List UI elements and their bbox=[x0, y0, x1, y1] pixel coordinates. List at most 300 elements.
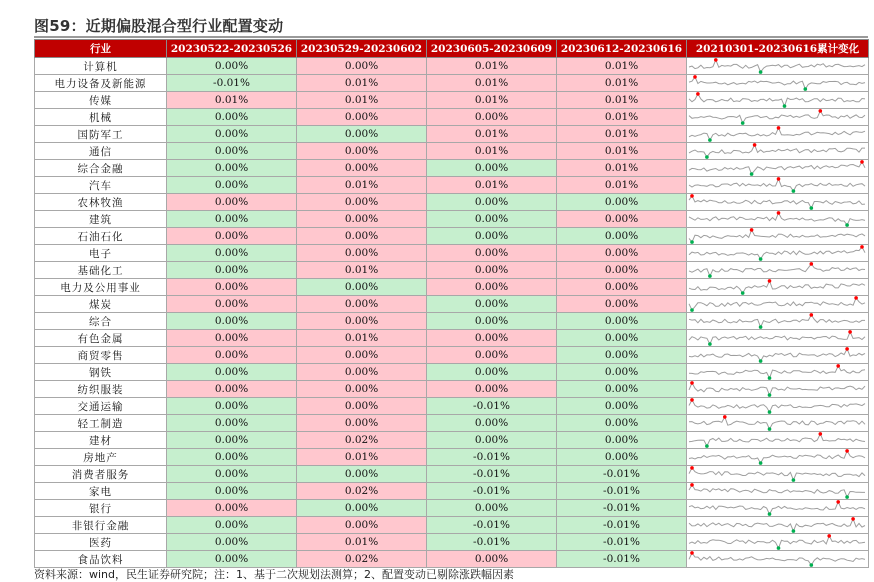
change-cell: 0.02% bbox=[297, 551, 427, 568]
change-cell: 0.00% bbox=[167, 330, 297, 347]
header-week-1: 20230522-20230526 bbox=[167, 40, 297, 58]
change-cell: 0.00% bbox=[297, 143, 427, 160]
change-cell: 0.00% bbox=[167, 432, 297, 449]
change-cell: 0.00% bbox=[167, 466, 297, 483]
change-cell: 0.00% bbox=[557, 381, 687, 398]
header-industry: 行业 bbox=[35, 40, 167, 58]
table-row bbox=[35, 262, 869, 279]
sparkline-min-marker bbox=[810, 563, 814, 567]
industry-cell: 综合金融 bbox=[35, 160, 167, 177]
change-cell: 0.00% bbox=[297, 279, 427, 296]
table-row bbox=[35, 483, 869, 500]
change-cell: 0.00% bbox=[557, 211, 687, 228]
sparkline-max-marker bbox=[690, 381, 694, 385]
sparkline bbox=[687, 211, 867, 227]
industry-cell: 房地产 bbox=[35, 449, 167, 466]
sparkline bbox=[687, 262, 867, 278]
sparkline bbox=[687, 347, 867, 363]
change-cell: 0.00% bbox=[167, 228, 297, 245]
sparkline-max-marker bbox=[810, 313, 814, 317]
sparkline-max-marker bbox=[693, 75, 697, 79]
change-cell: 0.01% bbox=[557, 143, 687, 160]
sparkline bbox=[687, 415, 867, 431]
table-row bbox=[35, 313, 869, 330]
sparkline-min-marker bbox=[804, 87, 808, 91]
table-row bbox=[35, 330, 869, 347]
change-cell: 0.00% bbox=[167, 347, 297, 364]
sparkline-max-marker bbox=[845, 449, 849, 453]
industry-cell: 消费者服务 bbox=[35, 466, 167, 483]
sparkline-max-marker bbox=[777, 211, 781, 215]
sparkline-min-marker bbox=[777, 546, 781, 550]
table-row bbox=[35, 415, 869, 432]
change-cell: 0.00% bbox=[297, 228, 427, 245]
sparkline-path bbox=[689, 315, 865, 327]
allocation-table bbox=[34, 39, 869, 568]
sparkline-cell bbox=[687, 415, 869, 432]
sparkline-max-marker bbox=[851, 517, 855, 521]
industry-cell: 通信 bbox=[35, 143, 167, 160]
change-cell: 0.01% bbox=[557, 109, 687, 126]
change-cell: 0.00% bbox=[167, 381, 297, 398]
change-cell: 0.00% bbox=[427, 194, 557, 211]
sparkline-path bbox=[689, 196, 865, 208]
sparkline bbox=[687, 398, 867, 414]
sparkline-path bbox=[689, 77, 865, 89]
sparkline bbox=[687, 177, 867, 193]
change-cell: 0.00% bbox=[557, 432, 687, 449]
change-cell: 0.00% bbox=[427, 211, 557, 228]
change-cell: 0.00% bbox=[167, 160, 297, 177]
table-row bbox=[35, 177, 869, 194]
sparkline-cell bbox=[687, 364, 869, 381]
sparkline-cell bbox=[687, 449, 869, 466]
sparkline-max-marker bbox=[854, 296, 858, 300]
change-cell: 0.00% bbox=[427, 262, 557, 279]
change-cell: 0.01% bbox=[557, 160, 687, 177]
change-cell: 0.00% bbox=[427, 415, 557, 432]
industry-cell: 建筑 bbox=[35, 211, 167, 228]
industry-cell: 银行 bbox=[35, 500, 167, 517]
table-row bbox=[35, 126, 869, 143]
sparkline-max-marker bbox=[723, 415, 727, 419]
sparkline bbox=[687, 160, 867, 176]
header-cumulative: 20210301-20230616累计变化 bbox=[687, 40, 869, 58]
sparkline-cell bbox=[687, 177, 869, 194]
sparkline-min-marker bbox=[741, 121, 745, 125]
change-cell: 0.00% bbox=[297, 211, 427, 228]
sparkline bbox=[687, 126, 867, 142]
sparkline bbox=[687, 432, 867, 448]
table-row bbox=[35, 75, 869, 92]
sparkline-path bbox=[689, 111, 865, 123]
change-cell: 0.00% bbox=[167, 177, 297, 194]
sparkline-max-marker bbox=[768, 279, 772, 283]
sparkline-min-marker bbox=[792, 189, 796, 193]
industry-cell: 传媒 bbox=[35, 92, 167, 109]
change-cell: -0.01% bbox=[557, 500, 687, 517]
change-cell: 0.00% bbox=[427, 551, 557, 568]
change-cell: -0.01% bbox=[557, 517, 687, 534]
table-row bbox=[35, 245, 869, 262]
change-cell: 0.00% bbox=[297, 347, 427, 364]
change-cell: 0.01% bbox=[297, 449, 427, 466]
header-row bbox=[35, 40, 869, 58]
sparkline-path bbox=[689, 179, 865, 191]
change-cell: 0.00% bbox=[167, 398, 297, 415]
sparkline-cell bbox=[687, 500, 869, 517]
change-cell: 0.01% bbox=[557, 75, 687, 92]
source-note: 资料来源：wind，民生证券研究院；注：1、基于二次规划法测算；2、配置变动已剔除涨跌幅因素 bbox=[34, 568, 515, 581]
change-cell: 0.00% bbox=[167, 194, 297, 211]
change-cell: 0.00% bbox=[167, 534, 297, 551]
sparkline-cell bbox=[687, 92, 869, 109]
change-cell: 0.01% bbox=[297, 75, 427, 92]
sparkline-max-marker bbox=[777, 126, 781, 130]
industry-cell: 有色金属 bbox=[35, 330, 167, 347]
change-cell: -0.01% bbox=[557, 534, 687, 551]
sparkline-cell bbox=[687, 194, 869, 211]
sparkline-path bbox=[689, 281, 865, 293]
change-cell: 0.00% bbox=[427, 279, 557, 296]
change-cell: 0.00% bbox=[167, 500, 297, 517]
industry-cell: 农林牧渔 bbox=[35, 194, 167, 211]
sparkline-path bbox=[689, 332, 865, 344]
sparkline-cell bbox=[687, 160, 869, 177]
sparkline-path bbox=[689, 519, 865, 531]
sparkline-path bbox=[689, 468, 865, 480]
sparkline-min-marker bbox=[768, 427, 772, 431]
sparkline-max-marker bbox=[845, 347, 849, 351]
change-cell: 0.00% bbox=[427, 245, 557, 262]
table-row bbox=[35, 381, 869, 398]
table-row bbox=[35, 534, 869, 551]
change-cell: 0.00% bbox=[167, 313, 297, 330]
sparkline-path bbox=[689, 536, 865, 548]
table-row bbox=[35, 194, 869, 211]
change-cell: 0.01% bbox=[167, 92, 297, 109]
change-cell: 0.00% bbox=[427, 296, 557, 313]
sparkline bbox=[687, 449, 867, 465]
change-cell: 0.00% bbox=[427, 432, 557, 449]
sparkline-min-marker bbox=[690, 308, 694, 312]
sparkline-cell bbox=[687, 296, 869, 313]
change-cell: 0.00% bbox=[297, 517, 427, 534]
sparkline-cell bbox=[687, 551, 869, 568]
change-cell: 0.00% bbox=[427, 228, 557, 245]
change-cell: 0.02% bbox=[297, 483, 427, 500]
change-cell: 0.00% bbox=[167, 551, 297, 568]
header-week-3: 20230605-20230609 bbox=[427, 40, 557, 58]
sparkline-max-marker bbox=[690, 483, 694, 487]
industry-cell: 综合 bbox=[35, 313, 167, 330]
industry-cell: 医药 bbox=[35, 534, 167, 551]
sparkline-min-marker bbox=[768, 410, 772, 414]
sparkline-max-marker bbox=[753, 143, 757, 147]
change-cell: -0.01% bbox=[557, 483, 687, 500]
sparkline-max-marker bbox=[750, 228, 754, 232]
change-cell: 0.00% bbox=[167, 245, 297, 262]
sparkline-max-marker bbox=[860, 245, 864, 249]
sparkline-path bbox=[689, 417, 865, 429]
sparkline bbox=[687, 517, 867, 533]
change-cell: 0.01% bbox=[427, 75, 557, 92]
sparkline-path bbox=[689, 264, 865, 276]
table-row bbox=[35, 143, 869, 160]
change-cell: 0.00% bbox=[297, 160, 427, 177]
sparkline bbox=[687, 92, 867, 108]
change-cell: 0.00% bbox=[427, 381, 557, 398]
sparkline-path bbox=[689, 247, 865, 259]
sparkline-cell bbox=[687, 381, 869, 398]
sparkline-cell bbox=[687, 466, 869, 483]
change-cell: -0.01% bbox=[427, 483, 557, 500]
sparkline-path bbox=[689, 162, 865, 174]
industry-cell: 家电 bbox=[35, 483, 167, 500]
table-row bbox=[35, 211, 869, 228]
change-cell: 0.00% bbox=[557, 279, 687, 296]
industry-cell: 石油石化 bbox=[35, 228, 167, 245]
change-cell: 0.00% bbox=[427, 500, 557, 517]
change-cell: 0.00% bbox=[297, 296, 427, 313]
sparkline-min-marker bbox=[708, 342, 712, 346]
sparkline-min-marker bbox=[705, 444, 709, 448]
sparkline-path bbox=[689, 366, 865, 378]
industry-cell: 非银行金融 bbox=[35, 517, 167, 534]
table-row bbox=[35, 58, 869, 75]
change-cell: 0.00% bbox=[557, 449, 687, 466]
change-cell: 0.00% bbox=[427, 109, 557, 126]
industry-cell: 纺织服装 bbox=[35, 381, 167, 398]
sparkline bbox=[687, 245, 867, 261]
table-row bbox=[35, 279, 869, 296]
change-cell: 0.00% bbox=[297, 126, 427, 143]
sparkline-max-marker bbox=[690, 398, 694, 402]
header-week-4: 20230612-20230616 bbox=[557, 40, 687, 58]
sparkline-path bbox=[689, 213, 865, 225]
change-cell: 0.01% bbox=[427, 177, 557, 194]
change-cell: 0.00% bbox=[557, 296, 687, 313]
sparkline bbox=[687, 551, 867, 567]
sparkline-cell bbox=[687, 483, 869, 500]
change-cell: 0.00% bbox=[557, 262, 687, 279]
sparkline-min-marker bbox=[792, 478, 796, 482]
change-cell: 0.00% bbox=[427, 364, 557, 381]
sparkline bbox=[687, 109, 867, 125]
change-cell: 0.00% bbox=[557, 364, 687, 381]
sparkline bbox=[687, 483, 867, 499]
sparkline bbox=[687, 194, 867, 210]
change-cell: 0.00% bbox=[297, 194, 427, 211]
sparkline-max-marker bbox=[819, 109, 823, 113]
change-cell: 0.01% bbox=[297, 177, 427, 194]
sparkline-max-marker bbox=[777, 177, 781, 181]
sparkline-min-marker bbox=[759, 359, 763, 363]
industry-cell: 电力设备及新能源 bbox=[35, 75, 167, 92]
sparkline-max-marker bbox=[714, 58, 718, 62]
sparkline-cell bbox=[687, 228, 869, 245]
change-cell: 0.00% bbox=[167, 109, 297, 126]
change-cell: 0.00% bbox=[167, 143, 297, 160]
table-row bbox=[35, 92, 869, 109]
sparkline-max-marker bbox=[848, 330, 852, 334]
change-cell: 0.00% bbox=[297, 58, 427, 75]
industry-cell: 电力及公用事业 bbox=[35, 279, 167, 296]
table-row bbox=[35, 551, 869, 568]
sparkline-path bbox=[689, 485, 865, 497]
sparkline-max-marker bbox=[810, 262, 814, 266]
change-cell: 0.01% bbox=[427, 58, 557, 75]
change-cell: 0.00% bbox=[297, 109, 427, 126]
table-row bbox=[35, 398, 869, 415]
sparkline-cell bbox=[687, 262, 869, 279]
sparkline-max-marker bbox=[819, 432, 823, 436]
sparkline-cell bbox=[687, 211, 869, 228]
sparkline-min-marker bbox=[783, 104, 787, 108]
table-row bbox=[35, 449, 869, 466]
change-cell: 0.00% bbox=[297, 466, 427, 483]
change-cell: 0.00% bbox=[427, 313, 557, 330]
change-cell: 0.00% bbox=[167, 58, 297, 75]
industry-cell: 机械 bbox=[35, 109, 167, 126]
change-cell: 0.00% bbox=[297, 313, 427, 330]
sparkline-max-marker bbox=[836, 500, 840, 504]
change-cell: 0.00% bbox=[167, 279, 297, 296]
change-cell: 0.01% bbox=[557, 177, 687, 194]
change-cell: -0.01% bbox=[557, 551, 687, 568]
change-cell: -0.01% bbox=[427, 466, 557, 483]
change-cell: 0.02% bbox=[297, 432, 427, 449]
change-cell: 0.00% bbox=[167, 483, 297, 500]
sparkline bbox=[687, 381, 867, 397]
change-cell: 0.00% bbox=[557, 347, 687, 364]
sparkline-path bbox=[689, 298, 865, 310]
sparkline-cell bbox=[687, 75, 869, 92]
sparkline bbox=[687, 296, 867, 312]
change-cell: 0.01% bbox=[297, 534, 427, 551]
change-cell: -0.01% bbox=[427, 534, 557, 551]
sparkline bbox=[687, 534, 867, 550]
sparkline-min-marker bbox=[759, 257, 763, 261]
change-cell: 0.00% bbox=[167, 296, 297, 313]
industry-cell: 汽车 bbox=[35, 177, 167, 194]
change-cell: 0.00% bbox=[167, 517, 297, 534]
sparkline-cell bbox=[687, 534, 869, 551]
sparkline-min-marker bbox=[792, 529, 796, 533]
industry-cell: 计算机 bbox=[35, 58, 167, 75]
sparkline bbox=[687, 330, 867, 346]
sparkline bbox=[687, 75, 867, 91]
industry-cell: 煤炭 bbox=[35, 296, 167, 313]
sparkline-cell bbox=[687, 143, 869, 160]
change-cell: 0.00% bbox=[167, 126, 297, 143]
change-cell: 0.01% bbox=[427, 92, 557, 109]
sparkline-min-marker bbox=[759, 325, 763, 329]
sparkline-path bbox=[689, 553, 865, 565]
sparkline-max-marker bbox=[860, 160, 864, 164]
sparkline-path bbox=[689, 451, 865, 463]
change-cell: 0.00% bbox=[297, 500, 427, 517]
sparkline-path bbox=[689, 383, 865, 395]
change-cell: 0.01% bbox=[557, 58, 687, 75]
change-cell: 0.00% bbox=[557, 330, 687, 347]
sparkline-cell bbox=[687, 398, 869, 415]
table-row bbox=[35, 296, 869, 313]
table-row bbox=[35, 500, 869, 517]
change-cell: 0.00% bbox=[297, 245, 427, 262]
sparkline-cell bbox=[687, 517, 869, 534]
sparkline-min-marker bbox=[768, 512, 772, 516]
sparkline-max-marker bbox=[836, 364, 840, 368]
change-cell: 0.00% bbox=[297, 398, 427, 415]
change-cell: 0.01% bbox=[557, 126, 687, 143]
sparkline-cell bbox=[687, 313, 869, 330]
change-cell: 0.01% bbox=[297, 330, 427, 347]
change-cell: 0.00% bbox=[297, 364, 427, 381]
change-cell: 0.00% bbox=[557, 228, 687, 245]
sparkline bbox=[687, 313, 867, 329]
sparkline-max-marker bbox=[827, 534, 831, 538]
sparkline bbox=[687, 58, 867, 74]
sparkline bbox=[687, 500, 867, 516]
table-row bbox=[35, 364, 869, 381]
change-cell: 0.01% bbox=[427, 126, 557, 143]
sparkline bbox=[687, 279, 867, 295]
change-cell: -0.01% bbox=[427, 517, 557, 534]
sparkline-cell bbox=[687, 330, 869, 347]
sparkline-cell bbox=[687, 109, 869, 126]
change-cell: 0.00% bbox=[167, 211, 297, 228]
sparkline-path bbox=[689, 230, 865, 242]
sparkline-cell bbox=[687, 126, 869, 143]
sparkline-min-marker bbox=[768, 393, 772, 397]
header-week-2: 20230529-20230602 bbox=[297, 40, 427, 58]
change-cell: -0.01% bbox=[557, 466, 687, 483]
table-row bbox=[35, 432, 869, 449]
change-cell: 0.01% bbox=[557, 92, 687, 109]
change-cell: 0.00% bbox=[557, 398, 687, 415]
sparkline-max-marker bbox=[690, 194, 694, 198]
sparkline bbox=[687, 143, 867, 159]
change-cell: 0.00% bbox=[427, 160, 557, 177]
change-cell: 0.00% bbox=[427, 330, 557, 347]
change-cell: 0.00% bbox=[557, 415, 687, 432]
industry-cell: 国防军工 bbox=[35, 126, 167, 143]
sparkline-min-marker bbox=[708, 274, 712, 278]
sparkline-min-marker bbox=[810, 206, 814, 210]
change-cell: 0.00% bbox=[297, 381, 427, 398]
change-cell: 0.00% bbox=[557, 194, 687, 211]
sparkline-min-marker bbox=[741, 291, 745, 295]
sparkline-max-marker bbox=[690, 551, 694, 555]
sparkline-max-marker bbox=[696, 92, 700, 96]
sparkline-cell bbox=[687, 432, 869, 449]
change-cell: 0.01% bbox=[297, 92, 427, 109]
sparkline-path bbox=[689, 94, 865, 106]
change-cell: 0.00% bbox=[167, 364, 297, 381]
table-row bbox=[35, 160, 869, 177]
industry-cell: 轻工制造 bbox=[35, 415, 167, 432]
sparkline-min-marker bbox=[759, 461, 763, 465]
change-cell: 0.00% bbox=[557, 313, 687, 330]
industry-cell: 食品饮料 bbox=[35, 551, 167, 568]
sparkline bbox=[687, 228, 867, 244]
sparkline-path bbox=[689, 60, 865, 72]
sparkline-min-marker bbox=[845, 495, 849, 499]
table-row bbox=[35, 228, 869, 245]
table-row bbox=[35, 347, 869, 364]
figure-title: 图59：近期偏股混合型行业配置变动 bbox=[34, 17, 284, 35]
